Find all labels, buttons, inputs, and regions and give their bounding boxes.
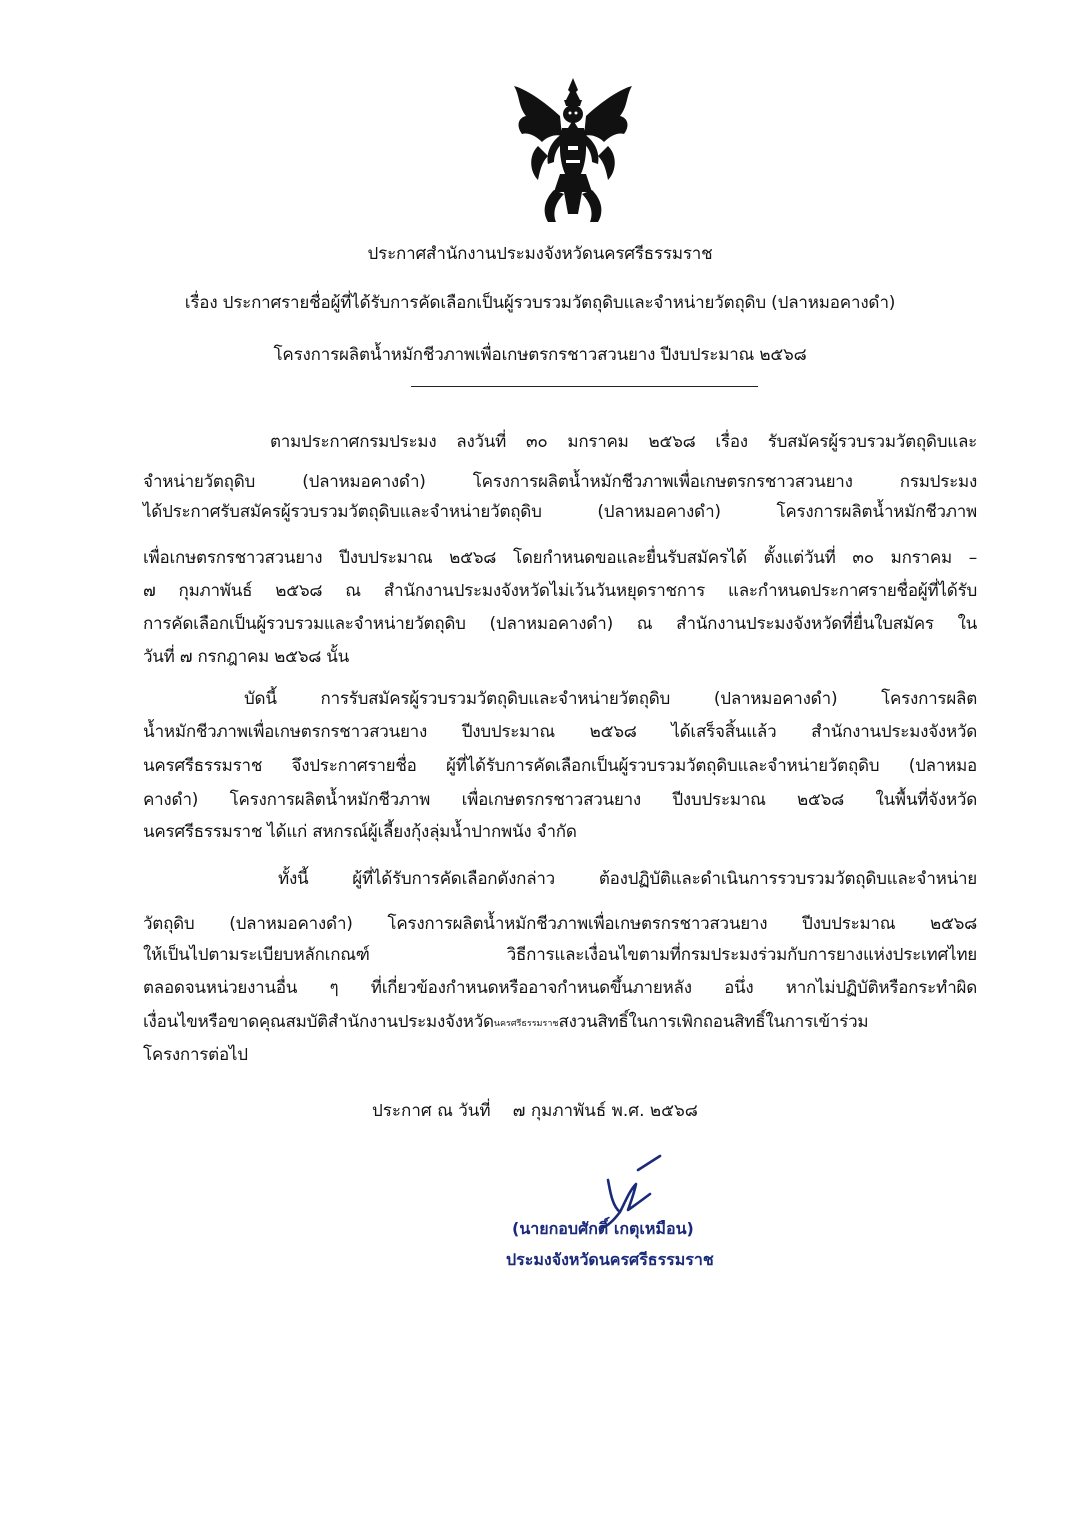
inserted-province-name: นครศรีธรรมราช [493,1019,559,1029]
announcement-date [372,1097,698,1124]
paragraph-1-line: ๗ กุมภาพันธ์ ๒๕๖๘ ณ สำนักงานประมงจังหวัดไม่เว้นวันหยุดราชการ และกำหนดประกาศรายชื่อผู้ที่ได้รับ [143,581,977,601]
paragraph-3-line: ทั้งนี้ ผู้ที่ได้รับการคัดเลือกดังกล่าว ต้องปฏิบัติและดำเนินการรวบรวมวัตถุดิบและจำหน่าย [278,869,977,889]
signer-title: ประมงจังหวัดนครศรีธรรมราช [506,1250,714,1269]
announcement-issuer: ประกาศสำนักงานประมงจังหวัดนครศรีธรรมราช [367,244,713,264]
paragraph-1-line: ตามประกาศกรมประมง ลงวันที่ ๓๐ มกราคม ๒๕๖๘ เรื่อง รับสมัครผู้รวบรวมวัตถุดิบและ [270,432,977,452]
paragraph-3-text: สงวนสิทธิ์ในการเพิกถอนสิทธิ์ในการเข้าร่วม [558,1012,869,1032]
announcement-subject: เรื่อง ประกาศรายชื่อผู้ที่ได้รับการคัดเลือกเป็นผู้รวบรวมวัตถุดิบและจำหน่ายวัตถุดิบ (ปลาหมอคางดำ) [184,293,896,313]
garuda-emblem-icon [508,76,638,226]
paragraph-1-line: วันที่ ๗ กรกฎาคม ๒๕๖๘ นั้น [143,647,349,667]
paragraph-1-line: เพื่อเกษตรกรชาวสวนยาง ปีงบประมาณ ๒๕๖๘ โดยกำหนดขอและยื่นรับสมัครได้ ตั้งแต่วันที่ ๓๐ มกราคม – [143,548,977,568]
paragraph-3-line: ให้เป็นไปตามระเบียบหลักเกณฑ์ วิธีการและเงื่อนไขตามที่กรมประมงร่วมกับการยางแห่งประเทศไทย [143,945,977,965]
heading-divider [411,386,758,387]
paragraph-2-line: น้ำหมักชีวภาพเพื่อเกษตรกรชาวสวนยาง ปีงบประมาณ ๒๕๖๘ ได้เสร็จสิ้นแล้ว สำนักงานประมงจังหวัด [143,722,977,742]
paragraph-2-line: นครศรีธรรมราช ได้แก่ สหกรณ์ผู้เลี้ยงกุ้งลุ่มน้ำปากพนัง จำกัด [143,822,577,842]
paragraph-3-line: ตลอดจนหน่วยงานอื่น ๆ ที่เกี่ยวข้องกำหนดหรืออาจกำหนดขึ้นภายหลัง อนึ่ง หากไม่ปฏิบัติหรือกระทำผิด [143,978,977,998]
paragraph-3-line [143,1008,977,1035]
announcement-date-prefix: ประกาศ ณ วันที่ [372,1101,491,1121]
paragraph-3-line: วัตถุดิบ (ปลาหมอคางดำ) โครงการผลิตน้ำหมักชีวภาพเพื่อเกษตรกรชาวสวนยาง ปีงบประมาณ ๒๕๖๘ [143,914,977,934]
paragraph-2-line: นครศรีธรรมราช จึงประกาศรายชื่อ ผู้ที่ได้รับการคัดเลือกเป็นผู้รวบรวมวัตถุดิบและจำหน่ายวัตถุดิบ (ปลาหมอ [143,756,977,776]
paragraph-2-line: บัดนี้ การรับสมัครผู้รวบรวมวัตถุดิบและจำหน่ายวัตถุดิบ (ปลาหมอคางดำ) โครงการผลิต [244,689,977,709]
signer-name: (นายกอบศักดิ์ เกตุเหมือน) [512,1219,694,1238]
announcement-project: โครงการผลิตน้ำหมักชีวภาพเพื่อเกษตรกรชาวสวนยาง ปีงบประมาณ ๒๕๖๘ [273,345,807,365]
paragraph-1-line: ได้ประกาศรับสมัครผู้รวบรวมวัตถุดิบและจำหน่ายวัตถุดิบ (ปลาหมอคางดำ) โครงการผลิตน้ำหมักชีวภาพ [143,502,977,522]
paragraph-1-line: การคัดเลือกเป็นผู้รวบรวมและจำหน่ายวัตถุดิบ (ปลาหมอคางดำ) ณ สำนักงานประมงจังหวัดที่ยื่นใบสมัคร ใน [143,614,977,634]
paragraph-3-line: โครงการต่อไป [143,1045,248,1065]
paragraph-3-text: เงื่อนไขหรือขาดคุณสมบัติสำนักงานประมงจังหวัด [143,1012,494,1032]
paragraph-1-line: จำหน่ายวัตถุดิบ (ปลาหมอคางดำ) โครงการผลิตน้ำหมักชีวภาพเพื่อเกษตรกรชาวสวนยาง กรมประมง [143,472,977,492]
paragraph-2-line: คางดำ) โครงการผลิตน้ำหมักชีวภาพ เพื่อเกษตรกรชาวสวนยาง ปีงบประมาณ ๒๕๖๘ ในพื้นที่จังหวัด [143,790,977,810]
announcement-date-value: ๗ กุมภาพันธ์ พ.ศ. ๒๕๖๘ [512,1101,698,1121]
